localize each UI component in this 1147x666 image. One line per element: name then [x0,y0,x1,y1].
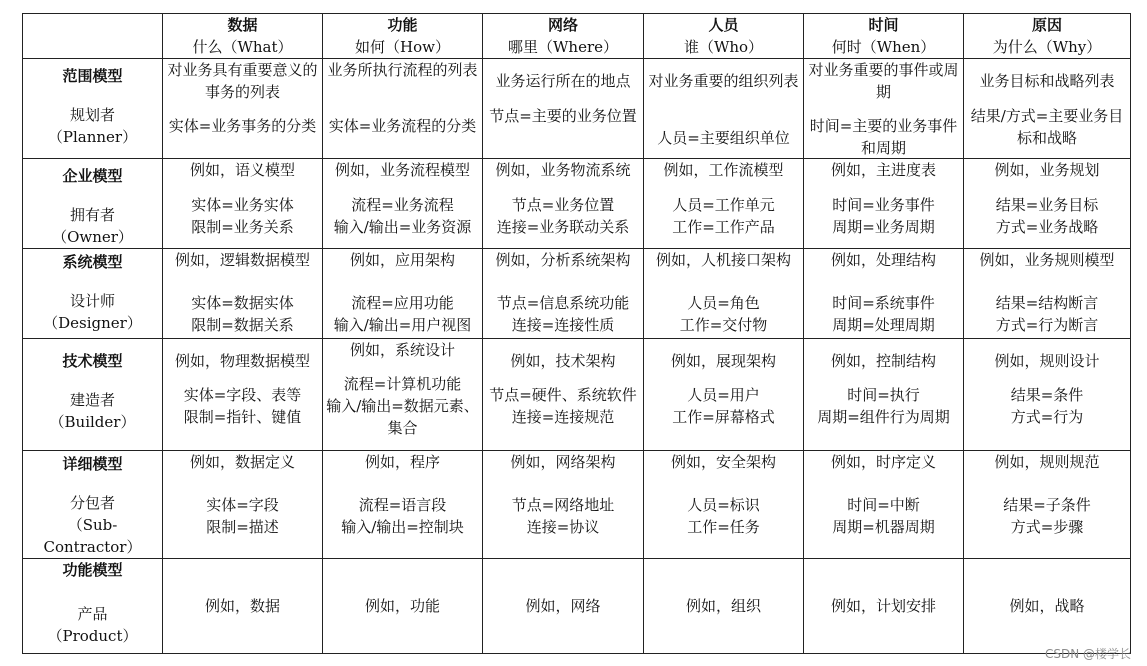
cell-example: 例如，工作流模型 [663,161,784,179]
table-cell [644,249,804,339]
cell-definition: 时间=业务事件 [832,196,935,214]
cell-example: 例如，逻辑数据模型 [174,251,310,269]
table-cell [163,451,323,559]
cell-description: 业务运行所在的地点 [495,72,631,90]
table-cell [804,249,964,339]
cell-definition: 输入/输出=用户视图 [333,316,472,334]
table-cell [644,339,804,451]
cell-definition: 流程=计算机功能 [343,375,462,393]
table-cell [323,159,483,249]
cell-definition: 实体=数据实体 [191,294,294,312]
cell-example: 例如，组织 [685,597,761,615]
row-role-en: （Owner） [52,228,133,246]
cell-definition: 人员=用户 [687,386,760,404]
cell-description: 对业务具有重要意义的事务的列表 [167,61,318,101]
cell-definition: 实体=业务事务的分类 [168,117,317,135]
row-role-en: （Product） [47,627,138,645]
table-cell [804,59,964,159]
table-cell [644,451,804,559]
table-cell [163,159,323,249]
column-subtitle: 为什么（Why） [992,38,1102,56]
column-header-when [804,14,964,59]
cell-example: 例如，业务物流系统 [495,161,631,179]
cell-definition: 方式=行为断言 [995,316,1099,334]
cell-definition: 实体=业务流程的分类 [328,117,477,135]
row-model-name: 详细模型 [62,455,123,473]
column-header-what [163,14,323,59]
cell-definition: 连接=协议 [526,518,600,536]
cell-example: 例如，计划安排 [830,597,936,615]
table-cell [163,339,323,451]
table-cell [644,559,804,654]
cell-definition: 实体=字段、表等 [183,386,302,404]
column-title: 网络 [547,16,578,34]
cell-definition: 限制=指针、键值 [183,408,302,426]
column-title: 数据 [227,16,258,34]
table-cell [964,451,1131,559]
table-cell [323,559,483,654]
cell-example: 例如，安全架构 [670,453,776,471]
cell-definition: 结果=条件 [1010,386,1084,404]
cell-example: 例如，人机接口架构 [655,251,791,269]
cell-definition: 周期=业务周期 [832,218,935,236]
row-model-name: 功能模型 [62,561,123,579]
row-header [23,59,163,159]
cell-example: 例如，语义模型 [189,161,295,179]
cell-definition: 流程=业务流程 [351,196,454,214]
row-enterprise-model [23,159,1131,249]
table-cell [964,559,1131,654]
row-role-en: （Planner） [47,128,138,146]
cell-description: 业务所执行流程的列表 [327,61,478,79]
cell-definition: 输入/输出=业务资源 [333,218,472,236]
cell-example: 例如，战略 [1009,597,1085,615]
cell-example: 例如，业务规则模型 [979,251,1115,269]
column-subtitle: 如何（How） [355,38,450,56]
cell-example: 例如，应用架构 [349,251,455,269]
table-cell [483,339,644,451]
cell-definition: 方式=步骤 [1010,518,1084,536]
table-cell [323,59,483,159]
cell-definition: 结果=业务目标 [995,196,1099,214]
table-cell [163,249,323,339]
cell-example: 例如，展现架构 [670,352,776,370]
cell-example: 例如，功能 [364,597,440,615]
cell-definition: 工作=工作产品 [672,218,775,236]
cell-definition: 时间=主要的业务事件和周期 [809,117,958,157]
table-cell [804,451,964,559]
header-row [23,14,1131,59]
column-title: 原因 [1031,16,1062,34]
cell-definition: 节点=硬件、系统软件 [489,386,637,404]
cell-definition: 输入/输出=控制块 [341,518,464,536]
table-cell [323,249,483,339]
table-cell [483,249,644,339]
table-cell [323,339,483,451]
table-cell [483,559,644,654]
cell-definition: 流程=应用功能 [351,294,454,312]
table-cell [163,59,323,159]
cell-definition: 人员=标识 [687,496,760,514]
cell-definition: 连接=连接规范 [511,408,615,426]
table-cell [804,339,964,451]
column-subtitle: 何时（When） [831,38,936,56]
zachman-framework-table [22,13,1131,654]
row-header [23,451,163,559]
row-model-name: 企业模型 [62,167,123,185]
row-scope-model [23,59,1131,159]
cell-example: 例如，规则规范 [994,453,1100,471]
cell-definition: 周期=组件行为周期 [817,408,950,426]
cell-example: 例如，规则设计 [994,352,1100,370]
row-technology-model [23,339,1131,451]
cell-description: 业务目标和战略列表 [979,72,1115,90]
table-cell [964,59,1131,159]
cell-example: 例如，数据 [204,597,280,615]
cell-definition: 实体=字段 [206,496,279,514]
cell-example: 例如，业务规划 [994,161,1100,179]
table-cell [323,451,483,559]
row-role: 产品 [77,605,108,623]
row-model-name: 系统模型 [62,253,123,271]
column-subtitle: 谁（Who） [683,38,764,56]
row-role-en: （Designer） [43,314,142,332]
cell-definition: 节点=信息系统功能 [496,294,630,312]
row-detailed-model [23,451,1131,559]
cell-definition: 实体=业务实体 [191,196,294,214]
cell-definition: 限制=数据关系 [191,316,294,334]
cell-definition: 方式=业务战略 [995,218,1099,236]
row-role: 规划者 [69,106,115,124]
row-header [23,339,163,451]
table-cell [964,339,1131,451]
table-cell [483,59,644,159]
cell-example: 例如，分析系统架构 [495,251,631,269]
table-cell [483,159,644,249]
cell-example: 例如，时序定义 [830,453,936,471]
cell-definition: 输入/输出=数据元素、集合 [326,397,479,437]
cell-definition: 时间=执行 [847,386,920,404]
table-cell [483,451,644,559]
cell-definition: 结果=子条件 [1003,496,1091,514]
cell-definition: 人员=角色 [687,294,760,312]
cell-definition: 周期=处理周期 [832,316,935,334]
column-subtitle: 什么（What） [192,38,293,56]
cell-definition: 工作=屏幕格式 [672,408,775,426]
column-title: 时间 [868,16,899,34]
cell-example: 例如，程序 [364,453,440,471]
cell-example: 例如，技术架构 [510,352,616,370]
cell-definition: 结果=结构断言 [995,294,1099,312]
cell-definition: 连接=业务联动关系 [496,218,630,236]
cell-example: 例如，系统设计 [349,341,455,359]
table-cell [964,159,1131,249]
cell-description: 对业务重要的事件或周期 [808,61,959,101]
table-cell [804,559,964,654]
column-title: 功能 [387,16,418,34]
cell-definition: 周期=机器周期 [832,518,935,536]
row-system-model [23,249,1131,339]
cell-example: 例如，主进度表 [830,161,936,179]
cell-definition: 节点=业务位置 [511,196,615,214]
cell-definition: 人员=工作单元 [672,196,775,214]
cell-description: 对业务重要的组织列表 [648,72,799,90]
column-title: 人员 [708,16,739,34]
cell-definition: 限制=描述 [206,518,279,536]
cell-definition: 时间=中断 [847,496,920,514]
watermark: CSDN @楼学长 [1044,647,1131,661]
cell-definition: 限制=业务关系 [191,218,294,236]
cell-definition: 结果/方式=主要业务目标和战略 [970,107,1124,147]
cell-definition: 工作=交付物 [679,316,768,334]
cell-example: 例如，物理数据模型 [174,352,310,370]
row-role: 建造者 [69,391,115,409]
corner-cell [23,14,163,59]
cell-definition: 人员=主要组织单位 [657,129,790,147]
cell-definition: 节点=主要的业务位置 [489,107,637,125]
row-header [23,559,163,654]
cell-example: 例如，数据定义 [189,453,295,471]
row-header [23,249,163,339]
table-cell [964,249,1131,339]
cell-definition: 方式=行为 [1010,408,1084,426]
cell-example: 例如，控制结构 [830,352,936,370]
column-header-how [323,14,483,59]
column-header-why [964,14,1131,59]
row-role: 拥有者 [69,206,115,224]
cell-definition: 时间=系统事件 [832,294,935,312]
table-cell [644,59,804,159]
column-header-who [644,14,804,59]
cell-definition: 连接=连接性质 [511,316,615,334]
table-cell [644,159,804,249]
row-role: 分包者 [69,494,115,512]
row-role: 设计师 [69,292,115,310]
row-role-en: （Builder） [49,413,136,431]
row-header [23,159,163,249]
row-functioning-model [23,559,1131,654]
row-model-name: 技术模型 [62,352,123,370]
cell-definition: 节点=网络地址 [511,496,615,514]
column-header-where [483,14,644,59]
row-role-en: （Sub-Contractor） [43,516,142,556]
table-cell [163,559,323,654]
cell-example: 例如，网络 [525,597,601,615]
table-cell [804,159,964,249]
cell-example: 例如，网络架构 [510,453,616,471]
row-model-name: 范围模型 [62,67,123,85]
cell-example: 例如，处理结构 [830,251,936,269]
cell-definition: 工作=任务 [687,518,760,536]
cell-definition: 流程=语言段 [358,496,447,514]
column-subtitle: 哪里（Where） [507,38,618,56]
cell-example: 例如，业务流程模型 [334,161,470,179]
